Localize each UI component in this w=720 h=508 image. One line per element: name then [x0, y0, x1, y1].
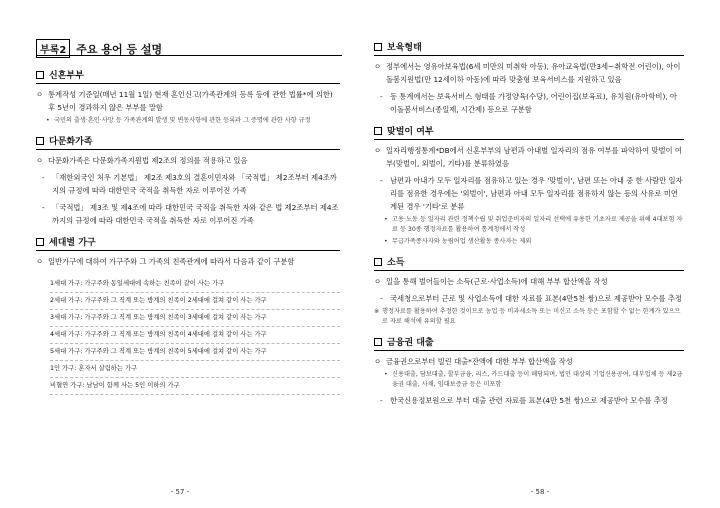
checkbox-square-icon — [374, 338, 382, 346]
section-heading-text: 소득 — [387, 258, 405, 268]
title-rule — [36, 55, 342, 56]
item-text: 「재한외국인 처우 기본법」 제2조 제3호의 결혼이민자와 「국적법」 제2조부터 제4조까지의 규정에 따라 대한민국 국적을 취득한 자로 이루어진 가족 — [52, 173, 337, 195]
household-type-row: 5세대 가구: 가구주와 그 직계 또는 방계의 친족이 5세대에 걸쳐 같이 사는 가구 — [50, 344, 340, 361]
appendix-title: 주요 용어 등 설명 — [76, 42, 163, 56]
dash-marker: - — [380, 396, 383, 405]
note-marker: • — [384, 216, 388, 223]
section-heading-text: 신혼부부 — [49, 71, 84, 81]
circle-marker: ㅇ — [36, 90, 44, 99]
checkbox-square-icon — [374, 127, 382, 135]
appendix-badge: 부록2 — [36, 39, 70, 58]
section-heading-text: 보육형태 — [387, 43, 422, 53]
dash-marker: - — [42, 203, 45, 212]
section-heading — [374, 255, 684, 271]
dash-marker: - — [42, 173, 45, 182]
item-text: 금융권으로부터 빌린 대출*잔액에 대한 부부 합산액을 작성 — [386, 357, 573, 366]
section-heading — [36, 134, 340, 150]
item-text: 고용·노동 등 일자리 관련 정책수립 및 취업준비자의 일자리 선택에 유용한 기초자료 제공을 위해 4대보험 자료 등 30종 행정자료를 활용하여 통계청에서 작성 — [392, 216, 683, 233]
item-text: 다문화가족은 다문화가족지원법 제2조의 정의를 적용하고 있음 — [48, 156, 248, 165]
household-type-row: 1인 가구: 혼자서 살림하는 가구 — [50, 361, 340, 378]
item-text: 신용대출, 담보대출, 할부금융, 리스, 카드대출 등이 해당되며, 법인 대상의 기업신용공여, 대부업체 등 제2금융권 대출, 사채, 임대보증금 등은 미포함 — [392, 371, 683, 388]
circle-marker: ㅇ — [36, 257, 44, 266]
circle-item — [374, 355, 684, 368]
dash-item — [42, 201, 340, 227]
circle-marker: ㅇ — [374, 277, 382, 286]
checkbox-square-icon — [36, 238, 44, 246]
section-heading-text: 금융권 대출 — [387, 338, 434, 348]
dash-marker: - — [380, 176, 383, 185]
star-marker: ※ — [374, 308, 380, 315]
item-text: 동 통계에서는 보육서비스 형태를 가정양육(수당), 어린이집(보육료), 유치원(유아학비), 아이돌봄서비스(종일제, 시간제) 등으로 구분함 — [390, 92, 677, 114]
checkbox-square-icon — [36, 71, 44, 79]
section-heading-text: 세대별 가구 — [49, 238, 96, 248]
circle-item — [36, 88, 340, 114]
dash-marker: - — [380, 294, 383, 303]
note-item — [384, 237, 684, 247]
dash-item — [380, 174, 684, 213]
right-content — [374, 32, 684, 407]
item-text: 국민의 출생·혼인·사망 등 가족관계의 발생 및 변동사항에 관한 등록과 그 증명에 관한 사항 규정 — [54, 117, 311, 124]
page-number-left: - 57 - — [170, 488, 190, 496]
item-text: 정부에서는 영유아보육법(6세 미만의 미취학 아동), 유아교육법(만3세~취학전 어린이), 아이돌봄지원법(만 12세이하 아동)에 따라 맞춤형 보육서비스를 지원하고 있음 — [386, 62, 681, 84]
item-text: 일자리행정통계*DB에서 신혼부부의 남편과 아내별 일자리의 점유 여부를 파악하여 맞벌이 여부(맞벌이, 외벌이, 기타)를 분류하였음 — [386, 146, 682, 168]
dash-item — [42, 171, 340, 197]
checkbox-square-icon — [374, 258, 382, 266]
item-text: 통계작성 기준일(매년 11월 1일) 현재 혼인신고(가족관계의 등록 등에 관한 법률*에 의한) 후 5년이 경과하지 않은 부부를 말함 — [48, 90, 333, 112]
section-heading — [374, 335, 684, 351]
note-item — [46, 116, 340, 126]
circle-marker: ㅇ — [36, 156, 44, 165]
checkbox-square-icon — [374, 43, 382, 51]
household-type-row: 3세대 가구: 가구주와 그 직계 또는 방계의 친족이 3세대에 걸쳐 같이 사는 가구 — [50, 310, 340, 327]
note-item — [384, 215, 684, 235]
circle-marker: ㅇ — [374, 62, 382, 71]
item-text: 「국적법」 제3조 및 제4조에 따라 대한민국 국적을 취득한 자와 같은 법 제2조부터 제4조까지의 규정에 따라 대한민국 국적을 취득한 자로 이루어진 가족 — [52, 203, 339, 225]
item-text: 한국신용정보원으로 부터 대출 관련 자료를 표본(4만 5천 쌍)으로 제공받아 모수를 추정 — [390, 396, 668, 405]
note-marker: • — [384, 238, 388, 245]
item-text: 국세청으로부터 근로 및 사업소득에 대한 자료를 표본(4만5천 쌍)으로 제공받아 모수를 추정 — [390, 294, 682, 303]
section-heading — [374, 40, 684, 56]
section-heading-text: 다문화가족 — [49, 137, 93, 147]
circle-item — [36, 154, 340, 167]
left-content — [36, 60, 340, 395]
dash-item — [380, 292, 684, 305]
household-type-row: 비혈연 가구: 남남이 함께 사는 5인 이하의 가구 — [50, 378, 340, 395]
item-text: 일을 통해 벌어들이는 소득(근로·사업소득)에 대해 부부 합산액을 작성 — [386, 277, 608, 286]
note-item — [384, 370, 684, 390]
right-page — [360, 0, 720, 508]
section-heading — [36, 235, 340, 251]
circle-marker: ㅇ — [374, 357, 382, 366]
section-heading — [36, 68, 340, 84]
dash-marker: - — [380, 92, 383, 101]
star-item — [374, 307, 684, 327]
circle-item — [36, 255, 340, 268]
household-type-row: 4세대 가구: 가구주와 그 직계 또는 방계의 친족이 4세대에 걸쳐 같이 사는 가구 — [50, 327, 340, 344]
circle-item — [374, 275, 684, 288]
household-type-row: 1세대 가구: 가구주와 동일세대에 속하는 친족이 같이 사는 가구 — [50, 276, 340, 293]
dash-item — [380, 90, 684, 116]
section-heading — [374, 124, 684, 140]
item-text: 남편과 아내가 모두 일자리를 점유하고 있는 경우 '맞벌이', 남편 또는 아내 중 한 사람만 일자리를 점유한 경우에는 '외벌이', 남편과 아내 모두 일자리를 점유하지 않는 등의 사유로 미연계된 경우 '기타'로 분류 — [390, 176, 683, 211]
note-marker: • — [46, 117, 50, 124]
circle-marker: ㅇ — [374, 146, 382, 155]
page-number-right: - 58 - — [530, 488, 550, 496]
checkbox-square-icon — [36, 137, 44, 145]
item-text: 무급가족종사자와 농림어업 생산활동 종사자는 제외 — [392, 238, 532, 245]
household-type-list — [50, 276, 340, 395]
circle-item — [374, 60, 684, 86]
circle-item — [374, 144, 684, 170]
section-heading-text: 맞벌이 여부 — [387, 127, 434, 137]
note-marker: • — [384, 371, 388, 378]
item-text: 일반가구에 대하여 가구주와 그 가족의 친족관계에 따라서 다음과 같이 구분함 — [48, 257, 295, 266]
dash-item — [380, 394, 684, 407]
household-type-row: 2세대 가구: 가구주와 그 직계 또는 방계의 친족이 2세대에 걸쳐 같이 사는 가구 — [50, 293, 340, 310]
item-text: 행정자료를 활용하여 추정한 것이므로 농업 등 비과세소득 또는 미신고 소득 등은 포함할 수 없는 한계가 있으므로 자료 해석에 유의할 필요 — [382, 308, 681, 325]
